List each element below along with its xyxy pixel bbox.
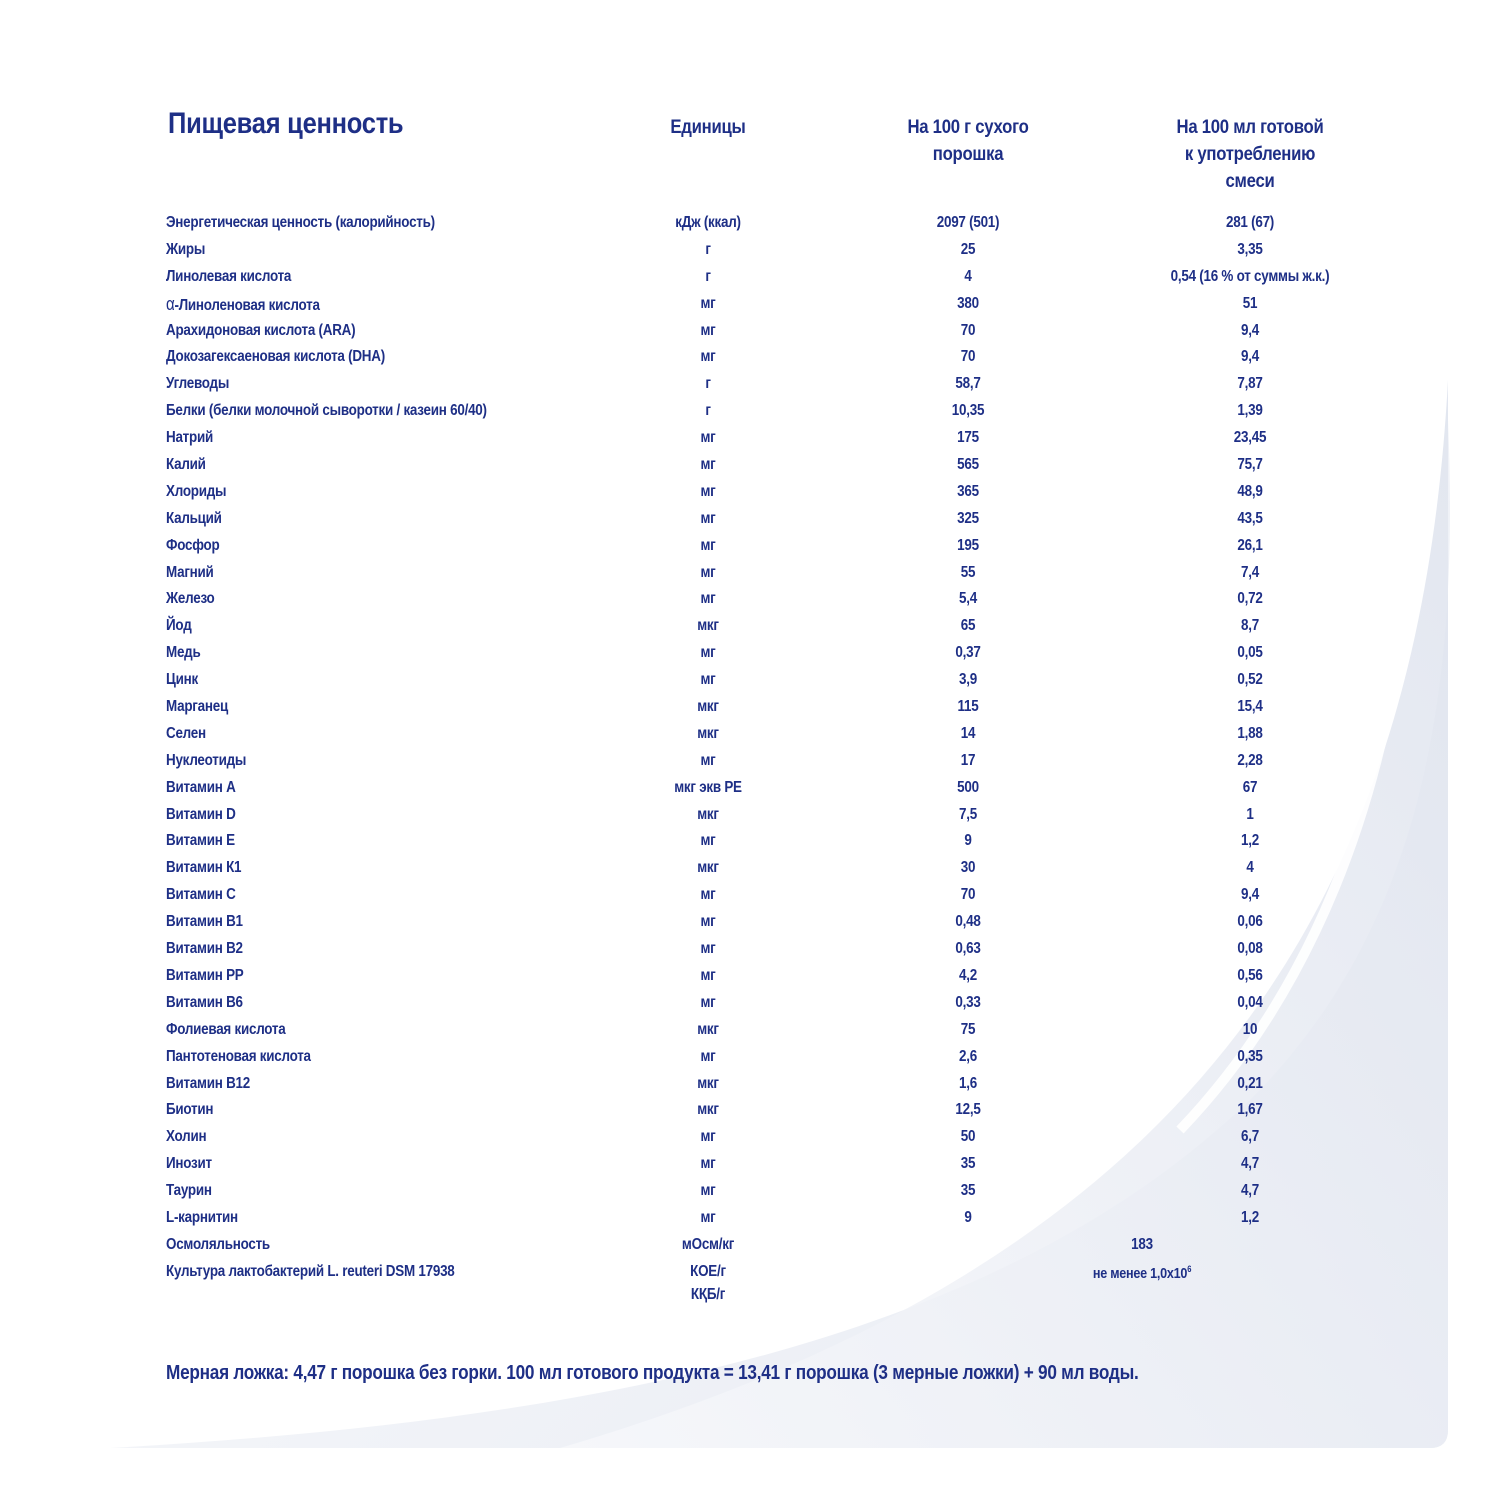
value-per-100ml-ready: 2,28 (1237, 751, 1263, 769)
table-row (0, 452, 1500, 479)
nutrient-unit: мкг (697, 805, 719, 823)
nutrient-name: Энергетическая ценность (калорийность) (166, 214, 435, 231)
nutrient-unit: мОсм/кг (681, 1235, 735, 1253)
nutrient-name: Хлориды (166, 482, 227, 500)
culture-value-text: не менее 1,0х10 (1092, 1264, 1188, 1282)
value-per-100ml-ready: 4,7 (1241, 1155, 1259, 1173)
nutrient-name: Арахидоновая кислота (ARA) (166, 321, 356, 339)
nutrient-unit: мг (700, 913, 716, 931)
table-row (0, 828, 1500, 855)
nutrient-unit: мг (700, 671, 716, 689)
nutrient-name: Витамин В2 (166, 940, 243, 958)
value-per-100ml-ready: 0,54 (16 % от суммы ж.к.) (1170, 267, 1330, 285)
table-row (0, 640, 1500, 667)
nutrient-name: Витамин В12 (166, 1074, 250, 1092)
nutrient-unit: мг (700, 482, 716, 500)
table-row-osmolality (0, 1232, 1500, 1259)
nutrient-unit: мг (700, 1208, 716, 1226)
nutrient-name: Йод (166, 617, 192, 635)
table-row (0, 936, 1500, 963)
nutrient-name: Витамин Е (166, 832, 235, 850)
value-per-100ml-ready: 0,35 (1237, 1047, 1263, 1065)
nutrient-name: Витамин РР (166, 966, 244, 984)
value-per-100ml-ready: 8,7 (1241, 617, 1259, 635)
nutrient-unit: мг (700, 1182, 716, 1200)
nutrient-name: L-карнитин (166, 1208, 238, 1226)
nutrient-unit: мг (700, 563, 716, 581)
table-row (0, 1044, 1500, 1071)
table-row (0, 1097, 1500, 1124)
value-per-100g-dry: 365 (957, 482, 979, 500)
nutrient-name: Нуклеотиды (166, 751, 247, 769)
nutrient-unit: мкг (697, 724, 719, 742)
nutrient-name: Витамин D (166, 805, 236, 823)
nutrient-name: Витамин А (166, 778, 236, 796)
table-row (0, 1017, 1500, 1044)
culture-value-exponent: 6 (1187, 1263, 1192, 1274)
nutrient-unit: мг (700, 429, 716, 447)
value-per-100g-dry: 175 (957, 429, 979, 447)
table-row (0, 291, 1500, 318)
table-row (0, 613, 1500, 640)
nutrient-name (166, 291, 320, 320)
nutrient-unit: мкг (697, 698, 719, 716)
value-per-100ml-ready: 75,7 (1237, 456, 1263, 474)
value-per-100g-dry: 4 (964, 267, 972, 285)
value-per-100g-dry: 9 (964, 1208, 972, 1226)
nutrient-name: Медь (166, 644, 201, 662)
nutrient-name: Кальций (166, 509, 222, 527)
table-row (0, 802, 1500, 829)
nutrient-name: Культура лактобактерий L. reuteri DSM 17938 (166, 1262, 455, 1280)
nutrient-unit: мг (700, 509, 716, 527)
nutrient-name: Витамин В1 (166, 913, 243, 931)
value-per-100g-dry: 1,6 (959, 1074, 977, 1092)
nutrient-name: Докозагексаеновая кислота (DHA) (166, 348, 385, 366)
nutrient-name: Витамин К1 (166, 859, 242, 877)
nutrient-name: Марганец (166, 698, 228, 716)
value-per-100ml-ready: 9,4 (1241, 321, 1259, 339)
osmolality-value: 183 (1131, 1235, 1153, 1253)
nutrient-name: Калий (166, 456, 206, 474)
nutrient-unit: мкг (697, 859, 719, 877)
nutrient-unit: мг (700, 644, 716, 662)
value-per-100g-dry: 2,6 (959, 1047, 977, 1065)
value-per-100g-dry: 0,48 (955, 913, 981, 931)
table-row (0, 264, 1500, 291)
value-per-100ml-ready: 15,4 (1237, 698, 1263, 716)
table-body (0, 210, 1500, 1315)
value-per-100ml-ready: 0,04 (1237, 993, 1263, 1011)
value-per-100g-dry: 565 (957, 456, 979, 474)
table-row (0, 748, 1500, 775)
nutrient-unit: КОЕ/г (690, 1262, 726, 1280)
table-row (0, 855, 1500, 882)
nutrient-unit: мкг (697, 1101, 719, 1119)
value-per-100g-dry: 0,37 (955, 644, 981, 662)
nutrient-name: Цинк (166, 671, 198, 689)
table-row (0, 1124, 1500, 1151)
value-per-100ml-ready: 9,4 (1241, 348, 1259, 366)
value-per-100ml-ready: 10 (1242, 1020, 1258, 1038)
table-row-culture (0, 1259, 1500, 1315)
value-per-100g-dry: 30 (960, 859, 976, 877)
nutrient-name: Углеводы (166, 375, 230, 393)
nutrient-name: Фолиевая кислота (166, 1020, 286, 1038)
nutrient-name: Таурин (166, 1182, 212, 1200)
nutrient-unit: мг (700, 294, 716, 312)
table-row (0, 721, 1500, 748)
nutrient-unit: г (705, 402, 711, 420)
table-row (0, 318, 1500, 345)
nutrient-unit: мг (700, 348, 716, 366)
alpha-prefix: α (166, 293, 175, 314)
header-per-100g-dry: На 100 г сухого порошка (907, 117, 1029, 165)
table-title: Пищевая ценность (168, 107, 404, 140)
value-per-100g-dry: 17 (960, 751, 976, 769)
nutrient-name: Витамин В6 (166, 993, 243, 1011)
table-row (0, 479, 1500, 506)
nutrient-unit: мг (700, 590, 716, 608)
table-row (0, 909, 1500, 936)
value-per-100g-dry: 14 (960, 724, 976, 742)
header-per-100ml-ready: На 100 мл готовой к употреблению смеси (1176, 117, 1324, 192)
table-row (0, 1205, 1500, 1232)
value-per-100ml-ready: 7,4 (1241, 563, 1259, 581)
table-row (0, 344, 1500, 371)
nutrient-unit: мкг (697, 1074, 719, 1092)
nutrient-name: Пантотеновая кислота (166, 1047, 311, 1065)
value-per-100g-dry: 55 (960, 563, 976, 581)
value-per-100ml-ready: 0,72 (1237, 590, 1263, 608)
value-per-100g-dry: 65 (960, 617, 976, 635)
value-per-100g-dry: 9 (964, 832, 972, 850)
value-per-100g-dry: 195 (957, 536, 979, 554)
value-per-100ml-ready: 48,9 (1237, 482, 1263, 500)
value-per-100g-dry: 0,33 (955, 993, 981, 1011)
value-per-100ml-ready: 0,52 (1237, 671, 1263, 689)
nutrient-unit: г (705, 267, 711, 285)
value-per-100g-dry: 50 (960, 1128, 976, 1146)
value-per-100g-dry: 2097 (501) (936, 214, 1000, 231)
value-per-100ml-ready: 0,08 (1237, 940, 1263, 958)
nutrient-unit: мкг (697, 617, 719, 635)
nutrient-name: Фосфор (166, 536, 220, 554)
value-per-100ml-ready: 0,56 (1237, 966, 1263, 984)
value-per-100ml-ready: 6,7 (1241, 1128, 1259, 1146)
table-row (0, 775, 1500, 802)
value-per-100g-dry: 500 (957, 778, 979, 796)
value-per-100ml-ready: 9,4 (1241, 886, 1259, 904)
table-row (0, 586, 1500, 613)
table-row (0, 533, 1500, 560)
nutrient-unit: мг (700, 1047, 716, 1065)
nutrient-name: Биотин (166, 1101, 214, 1119)
value-per-100g-dry: 0,63 (955, 940, 981, 958)
table-row (0, 694, 1500, 721)
value-per-100ml-ready: 1,2 (1241, 1208, 1259, 1226)
nutrient-name: Витамин С (166, 886, 236, 904)
nutrient-name: Белки (белки молочной сыворотки / казеин 60/40) (166, 402, 487, 420)
value-per-100g-dry: 10,35 (951, 402, 985, 420)
value-per-100ml-ready: 0,05 (1237, 644, 1263, 662)
value-per-100ml-ready: 3,35 (1237, 240, 1263, 258)
nutrient-name: Инозит (166, 1155, 212, 1173)
nutrient-unit: мг (700, 966, 716, 984)
nutrient-unit: мг (700, 321, 716, 339)
table-row (0, 1071, 1500, 1098)
table-row (0, 371, 1500, 398)
nutrient-name: Осмоляльность (166, 1235, 270, 1253)
value-per-100ml-ready: 0,21 (1237, 1074, 1263, 1092)
value-per-100ml-ready: 4,7 (1241, 1182, 1259, 1200)
value-per-100ml-ready: 67 (1242, 778, 1258, 796)
nutrient-unit: мг (700, 751, 716, 769)
value-per-100g-dry: 70 (960, 886, 976, 904)
table-row (0, 963, 1500, 990)
nutrient-unit: г (705, 375, 711, 393)
value-per-100g-dry: 70 (960, 348, 976, 366)
nutrient-unit: мг (700, 993, 716, 1011)
nutrient-name: Железо (166, 590, 215, 608)
nutrient-name: Линолевая кислота (166, 267, 292, 285)
nutrient-unit: мг (700, 1128, 716, 1146)
table-row (0, 506, 1500, 533)
value-per-100g-dry: 35 (960, 1182, 976, 1200)
value-per-100g-dry: 3,9 (959, 671, 977, 689)
table-row (0, 560, 1500, 587)
value-per-100ml-ready: 1,39 (1237, 402, 1263, 420)
nutrient-name: Жиры (166, 240, 206, 258)
table-row (0, 237, 1500, 264)
value-per-100ml-ready: 1,67 (1237, 1101, 1263, 1119)
value-per-100g-dry: 7,5 (959, 805, 977, 823)
nutrient-name: Натрий (166, 429, 213, 447)
nutrient-unit-alt: КҚБ/г (690, 1285, 726, 1303)
value-per-100ml-ready: 281 (67) (1225, 214, 1275, 231)
measuring-spoon-note: Мерная ложка: 4,47 г порошка без горки. 100 мл готового продукта = 13,41 г порошка (3 мерные ложки) + 90 мл воды. (166, 1362, 1139, 1384)
value-per-100ml-ready: 43,5 (1237, 509, 1263, 527)
nutrient-name: Селен (166, 724, 206, 742)
value-per-100ml-ready: 1,2 (1241, 832, 1259, 850)
value-per-100ml-ready: 1,88 (1237, 724, 1263, 742)
value-per-100g-dry: 115 (957, 698, 979, 716)
nutrient-unit: кДж (ккал) (675, 214, 741, 231)
nutrient-unit: мг (700, 456, 716, 474)
value-per-100ml-ready: 7,87 (1237, 375, 1263, 393)
nutrient-name: Магний (166, 563, 214, 581)
table-row (0, 667, 1500, 694)
table-row (0, 1151, 1500, 1178)
value-per-100ml-ready: 0,06 (1237, 913, 1263, 931)
nutrient-name: Холин (166, 1128, 207, 1146)
value-per-100ml-ready: 4 (1246, 859, 1254, 877)
value-per-100ml-ready: 23,45 (1233, 429, 1267, 447)
table-row (0, 882, 1500, 909)
header-units: Единицы (670, 117, 746, 138)
value-per-100g-dry: 25 (960, 240, 976, 258)
nutrient-unit: мг (700, 832, 716, 850)
nutrient-unit: мкг экв РЕ (674, 778, 742, 796)
nutrient-unit: мг (700, 536, 716, 554)
value-per-100g-dry: 75 (960, 1020, 976, 1038)
value-per-100g-dry: 58,7 (955, 375, 981, 393)
table-row (0, 398, 1500, 425)
table-row (0, 1178, 1500, 1205)
nutrient-unit: мг (700, 886, 716, 904)
value-per-100g-dry: 380 (957, 294, 979, 312)
table-row (0, 425, 1500, 452)
value-per-100ml-ready: 1 (1246, 805, 1254, 823)
value-per-100g-dry: 4,2 (959, 966, 977, 984)
nutrient-unit: мкг (697, 1020, 719, 1038)
value-per-100ml-ready: 26,1 (1237, 536, 1263, 554)
culture-value (1058, 1261, 1226, 1288)
value-per-100g-dry: 70 (960, 321, 976, 339)
nutrient-name-text: -Линоленовая кислота (174, 296, 320, 314)
value-per-100g-dry: 5,4 (959, 590, 977, 608)
value-per-100ml-ready: 51 (1242, 294, 1258, 312)
nutrient-unit: г (705, 240, 711, 258)
value-per-100g-dry: 12,5 (955, 1101, 981, 1119)
table-row (0, 210, 1500, 237)
nutrient-unit: мг (700, 1155, 716, 1173)
table-row (0, 990, 1500, 1017)
nutrient-unit: мг (700, 940, 716, 958)
value-per-100g-dry: 325 (957, 509, 979, 527)
value-per-100g-dry: 35 (960, 1155, 976, 1173)
